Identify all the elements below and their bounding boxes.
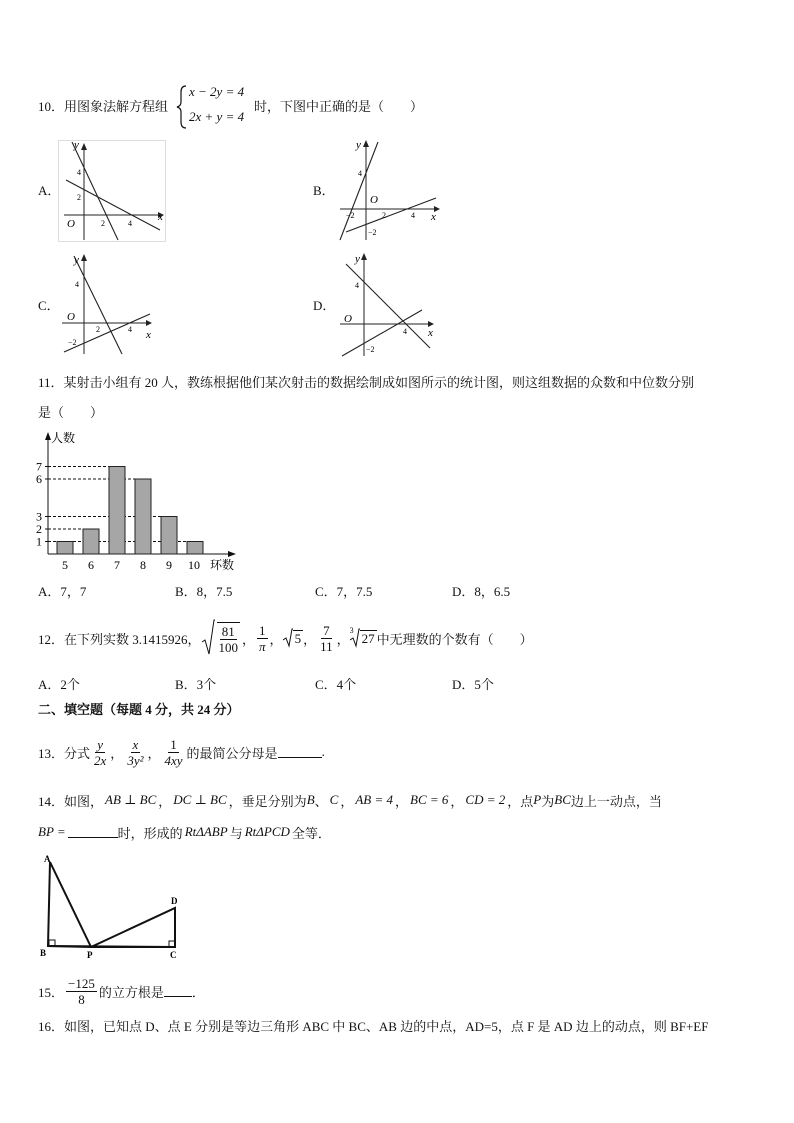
q14-label-p: P (87, 950, 93, 960)
q13-f1-den: 2x (94, 752, 107, 768)
q12-sep-2: ， (269, 631, 283, 647)
section-2-heading: 二、填空题（每题 4 分，共 24 分） (38, 702, 240, 717)
graph-d-line-1 (346, 264, 430, 348)
q14-math-tri-pcd: RtΔPCD (244, 824, 290, 839)
q13-prefix: 13．分式 (38, 745, 91, 761)
q13-sep-2: ， (147, 745, 161, 761)
q15-num: −125 (68, 975, 95, 991)
q14-math-bp: BP = (38, 824, 66, 839)
q12-line (38, 618, 533, 658)
q12-sep-4: ， (336, 631, 350, 647)
q11-option-d[interactable]: D．8，6.5 (452, 584, 511, 599)
radical-sign (201, 618, 215, 658)
graph-d (336, 248, 444, 358)
q12-option-b[interactable]: B．3个 (175, 677, 217, 692)
q12-f2-num: 7 (323, 622, 330, 638)
chart-x-tick-label: 6 (88, 558, 94, 572)
q12-suffix: 中无理数的个数有（ ） (376, 631, 533, 647)
chart-x-tick-label: 10 (188, 558, 200, 572)
chart-x-tick-label: 5 (62, 558, 68, 572)
q10-equation-1: x − 2y = 4 (189, 84, 245, 99)
q14-figure (36, 852, 186, 960)
q12-prefix: 12．在下列实数 3.1415926， (38, 631, 201, 647)
q14-figure-outline (48, 862, 175, 947)
graph-a-origin: O (67, 218, 75, 230)
chart-bar (109, 467, 125, 555)
q13-f3-den: 4xy (164, 752, 183, 768)
graph-d-tick-y4: 4 (355, 281, 359, 290)
q15-number: 15． (38, 984, 65, 1000)
graph-c-tick-x4: 4 (128, 325, 132, 334)
graph-b-tick-ym2: −2 (368, 228, 377, 237)
q12-sqrt5 (283, 628, 304, 648)
q12-sep-1: ， (242, 631, 256, 647)
graph-d-y-label: y (355, 253, 360, 265)
graph-c-line-1 (74, 256, 122, 354)
q14-text-f: 时，形成的 (117, 825, 183, 841)
chart-y-tick-label: 3 (36, 509, 42, 524)
graph-b-origin: O (370, 194, 378, 206)
graph-c-origin: O (67, 311, 75, 323)
q14-sep-2: ， (340, 793, 354, 809)
q11-option-b[interactable]: B．8，7.5 (175, 584, 233, 599)
q14-sep-3: ， (395, 793, 409, 809)
q14-math-bc: BC (554, 792, 571, 807)
graph-d-x-label: x (428, 327, 433, 339)
q14-text-a: 14．如图， (38, 793, 104, 809)
graph-b-tick-x2: 2 (382, 211, 386, 220)
q15-den: 8 (78, 991, 85, 1007)
q12-sep-3: ， (303, 631, 317, 647)
q13-f2-den: 3y² (127, 752, 144, 768)
q14-answer-blank[interactable] (68, 826, 118, 838)
q14-text-b: ，垂足分别为 (228, 793, 307, 809)
chart-x-tick-label: 7 (114, 558, 120, 572)
q14-text-c: ，点 (507, 793, 534, 809)
chart-x-tick-label: 8 (140, 558, 146, 572)
graph-c-x-label: x (146, 329, 151, 341)
q12-option-c[interactable]: C．4个 (315, 677, 357, 692)
q15-fraction (66, 976, 97, 1007)
graph-a (58, 140, 166, 242)
q10-number: 10． (38, 99, 65, 114)
q13-sep-1: ， (110, 745, 124, 761)
q11-line-1: 11．某射击小组有 20 人，教练根据他们某次射击的数据绘制成如图所示的统计图，则这组数据的众数和中位数分别 (38, 375, 695, 390)
q13-f1-num: y (97, 736, 104, 752)
q14-label-c: C (170, 950, 177, 960)
q10-equation-2: 2x + y = 4 (189, 109, 245, 124)
q16-line: 16．如图，已知点 D、点 E 分别是等边三角形 ABC 中 BC、AB 边的中点，AD=5，点 F 是 AD 边上的动点，则 BF+EF (38, 1019, 709, 1034)
q12-sqrt5-value: 5 (294, 631, 302, 646)
chart-y-label: 人数 (51, 431, 76, 445)
graph-c-tick-x2: 2 (96, 325, 100, 334)
chart-bar (57, 542, 73, 555)
q12-f1-num: 1 (259, 622, 266, 638)
chart-bar (187, 542, 203, 555)
graph-a-x-label: x (158, 211, 163, 223)
q14-sep-4: ， (450, 793, 464, 809)
graph-d-tick-x4: 4 (403, 327, 407, 336)
graph-a-tick-x4: 4 (128, 219, 132, 228)
graph-a-tick-y4: 4 (77, 168, 81, 177)
q12-option-a[interactable]: A．2个 (38, 677, 80, 692)
q12-sqrt-den: 100 (218, 639, 239, 655)
graph-b-y-label: y (356, 139, 361, 151)
q14-dun: 、 (314, 793, 328, 809)
q14-math-p: P (533, 792, 542, 807)
graph-a-line-1 (72, 142, 118, 240)
chart-y-tick-label: 2 (36, 522, 42, 536)
q14-math-b: B (306, 792, 315, 807)
chart-x-tick-label: 9 (166, 558, 172, 572)
q15-end: ． (191, 984, 205, 1000)
q14-label-d: D (171, 896, 178, 906)
graph-b-x-label: x (431, 211, 436, 223)
graph-b-tick-y4: 4 (358, 169, 362, 178)
q11-line-2: 是（ ） (38, 405, 104, 420)
q13-fraction-1 (92, 737, 108, 768)
chart-bar (161, 517, 177, 555)
chart-y-tick-label: 6 (36, 472, 42, 486)
q14-math-c: C (329, 792, 339, 807)
q12-cbrt-value: 27 (361, 631, 375, 646)
q13-fraction-3 (163, 737, 185, 768)
q10-option-b[interactable]: B． (313, 183, 335, 198)
q11-option-a[interactable]: A．7，7 (38, 584, 87, 599)
q14-segment-bc (48, 946, 175, 947)
graph-b (336, 136, 444, 242)
q14-line-1 (38, 791, 662, 809)
q15-answer-blank[interactable] (164, 985, 192, 997)
chart-x-label: 环数 (210, 558, 235, 572)
chart-y-tick-label: 7 (36, 459, 42, 474)
q10-option-a[interactable]: A． (38, 183, 61, 198)
q13-suffix: 的最简公分母是 (186, 745, 278, 761)
q12-f1-den: π (259, 638, 266, 654)
q12-option-d[interactable]: D．5个 (452, 677, 494, 692)
q12-cbrt27 (350, 628, 377, 648)
q10-option-d[interactable]: D． (313, 298, 336, 313)
q12-fraction-7-11 (318, 623, 335, 654)
graph-b-line-2 (346, 198, 436, 232)
graph-b-tick-x4: 4 (411, 211, 415, 220)
q14-label-a: A (44, 854, 51, 864)
graph-a-line-2 (66, 180, 160, 230)
q12-sqrt-fraction (201, 618, 243, 658)
q10-option-c[interactable]: C． (38, 298, 60, 313)
graph-c-line-2 (64, 314, 150, 352)
q14-text-g: 与 (229, 825, 243, 841)
q14-math-dc-perp-bc: DC ⊥ BC (173, 792, 227, 807)
radical-sign (283, 628, 293, 648)
graph-b-tick-xm2: −2 (346, 211, 355, 220)
q14-sep-1: ， (158, 793, 172, 809)
q14-math-tri-abp: RtΔABP (184, 824, 228, 839)
q12-fraction-1-pi (257, 623, 268, 654)
q14-math-bc6: BC = 6 (410, 792, 449, 807)
chart-x-arrow (228, 551, 236, 557)
q13-f2-num: x (132, 736, 139, 752)
q13-fraction-2 (125, 737, 145, 768)
bar-chart (32, 428, 244, 572)
q12-cbrt-index: 3 (349, 626, 354, 635)
q15-suffix: 的立方根是 (98, 984, 164, 1000)
graph-a-tick-x2: 2 (101, 219, 105, 228)
q13-f3-num: 1 (170, 736, 177, 752)
q13-answer-blank[interactable] (278, 746, 322, 758)
graph-a-y-label: y (74, 140, 79, 151)
graph-d-tick-ym2: −2 (366, 345, 375, 354)
q14-text-d: 为 (541, 793, 555, 809)
q14-text-e: 边上一动点，当 (570, 793, 662, 809)
q14-line-2 (38, 823, 331, 841)
graph-d-line-2 (342, 310, 422, 356)
q11-option-c[interactable]: C．7，7.5 (315, 584, 373, 599)
q14-segment-ap (50, 862, 91, 947)
graph-c-tick-ym2: −2 (68, 338, 77, 347)
system-brace (176, 84, 188, 130)
q14-text-h: 全等． (291, 825, 331, 841)
graph-c-tick-y4: 4 (75, 280, 79, 289)
q14-math-cd2: CD = 2 (465, 792, 506, 807)
q10-suffix: 时，下图中正确的是（ ） (254, 99, 424, 114)
q14-math-ab4: AB = 4 (355, 792, 393, 807)
q14-label-b: B (40, 948, 47, 958)
q10-prefix: 用图象法解方程组 (64, 99, 169, 114)
graph-d-origin: O (344, 313, 352, 325)
q14-math-ab-perp-bc: AB ⊥ BC (105, 792, 157, 807)
chart-y-tick-label: 1 (36, 534, 42, 549)
q12-sqrt-num: 81 (221, 623, 235, 639)
chart-bar (135, 479, 151, 554)
q13-line: 13．分式 $\frac{y}{2x}$ ， $\frac{x}{\text{3y²}}$ ， $\frac{1}{4xy}$ 的最简公分母是 . (38, 736, 325, 768)
graph-b-line-1 (340, 142, 378, 240)
graph-a-tick-y2: 2 (77, 193, 81, 202)
q12-f2-den: 11 (320, 638, 333, 654)
chart-bar (83, 529, 99, 554)
graph-c (58, 250, 166, 356)
graph-c-y-label: y (74, 254, 79, 266)
q15-line (38, 970, 205, 1012)
